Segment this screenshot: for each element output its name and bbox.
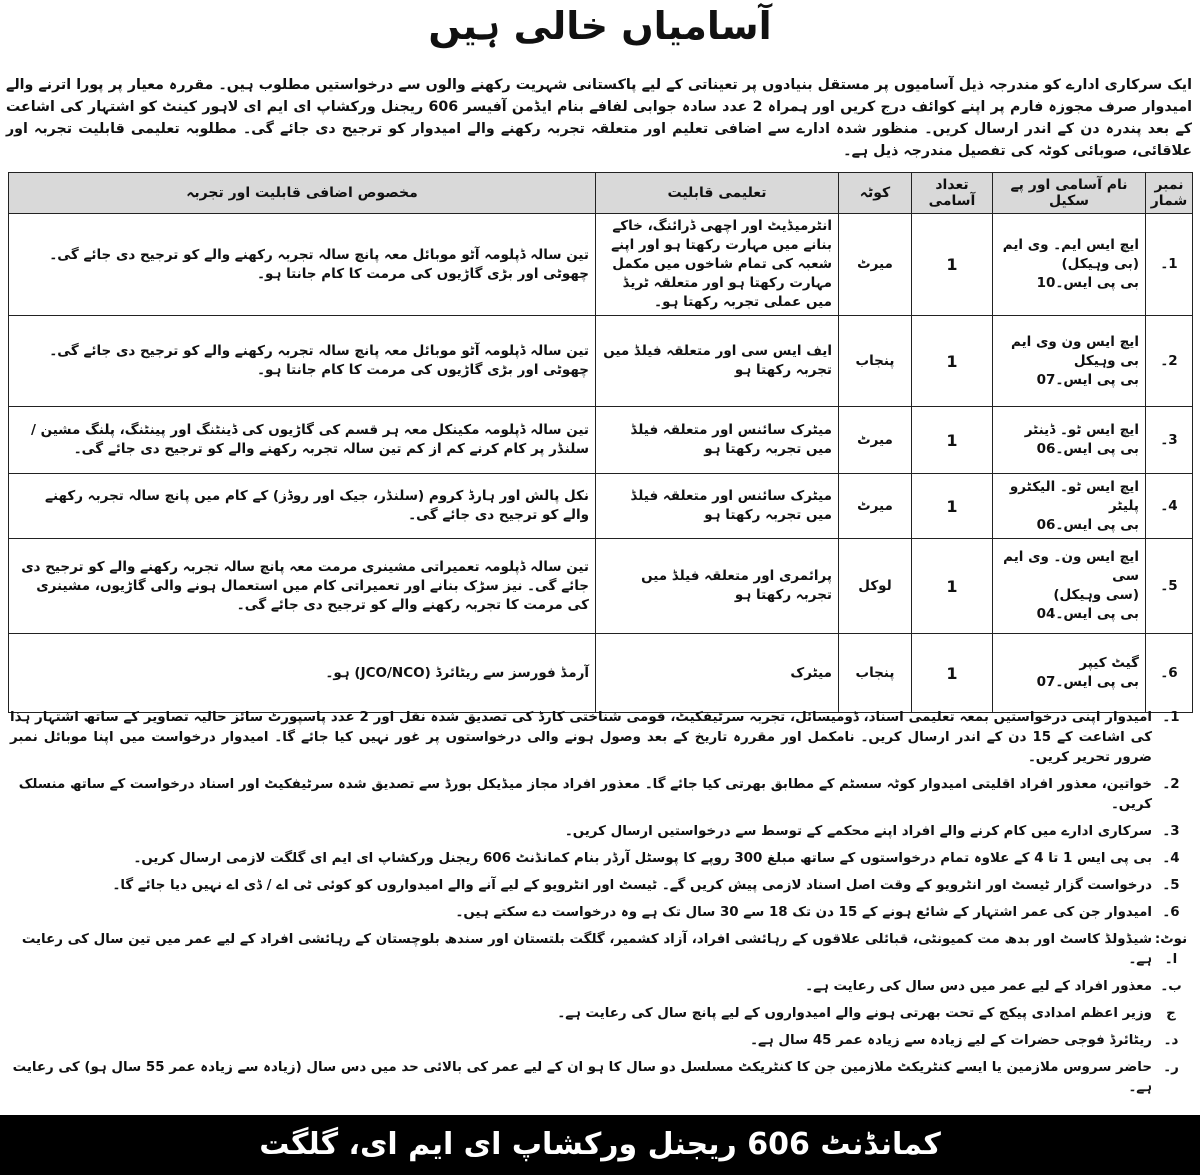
sub-note-label: ج	[1166, 1006, 1176, 1021]
post-name-line: ایچ ایس ایم۔ وی ایم	[1002, 237, 1139, 253]
post-experience: نکل پالش اور ہارڈ کروم (سلنڈر، جیک اور روڈز) کے کام میں پانچ سالہ تجربہ رکھنے والے کو ترجیح دی جائے گی۔	[9, 474, 596, 539]
row-num: 1۔	[1146, 214, 1193, 316]
table-row	[9, 316, 1193, 407]
post-name-line: ایچ ایس ٹو۔ ڈینٹر	[1024, 422, 1139, 438]
post-name-line: (سی وہیکل)	[1053, 587, 1139, 603]
post-name	[993, 214, 1146, 316]
table-row	[9, 474, 1193, 539]
header-name: نام آسامی اور پے سکیل	[993, 173, 1146, 214]
post-education: ایف ایس سی اور متعلقہ فیلڈ میں تجربہ رکھتا ہو	[596, 316, 839, 407]
table-row	[9, 634, 1193, 713]
post-name-line: ایچ ایس ون۔ وی ایم سی	[1003, 549, 1139, 584]
post-name-line: بی پی ایس۔07	[1036, 371, 1139, 388]
item-number: 3۔	[1162, 824, 1180, 839]
item-number: 6۔	[1162, 905, 1180, 920]
post-name	[993, 539, 1146, 634]
item-number: 1۔	[1162, 710, 1180, 725]
list-item	[10, 849, 1190, 869]
vacancies-table	[8, 172, 1193, 713]
sub-note-text: ریٹائرڈ فوجی حضرات کے لیے زیادہ سے زیادہ عمر 45 سال ہے۔	[750, 1033, 1152, 1048]
list-item	[10, 903, 1190, 923]
post-count: 1	[912, 634, 993, 713]
post-quota: پنجاب	[839, 634, 912, 713]
post-count: 1	[912, 539, 993, 634]
post-name-line: (بی وہیکل)	[1061, 256, 1139, 272]
row-num: 2۔	[1146, 316, 1193, 407]
post-name	[993, 407, 1146, 474]
post-count: 1	[912, 214, 993, 316]
item-text: امیدوار اپنی درخواستیں بمعہ تعلیمی اسناد، ڈومیسائل، تجربہ سرٹیفکیٹ، قومی شناختی کارڈ کی تصدیق شدہ نقل اور 2 عدد پاسپورٹ سائز حالیہ تصاویر کے ساتھ اشتہار ہذا کی اشاعت کے 15 دن کے اندر ارسال کریں۔ نامکمل اور مقررہ تاریخ کے بعد وصول ہونے والی درخواستوں پر غور نہیں کیا جائے گا۔ امیدوار درخواست میں اپنا موبائل نمبر ضرور تحریر کریں۔	[10, 710, 1153, 765]
list-item	[10, 775, 1190, 815]
list-item	[10, 1058, 1190, 1098]
row-num: 5۔	[1146, 539, 1193, 634]
post-name-line: بی پی ایس۔06	[1036, 516, 1139, 533]
sub-note-text: حاضر سروس ملازمین یا ایسے کنٹریکٹ ملازمین جن کا کنٹریکٹ مسلسل دو سال کا ہو ان کے لیے عمر کی بالائی حد میں دس سال (زیادہ سے زیادہ عمر 55 سال ہو) کی رعایت ہے۔	[12, 1060, 1152, 1095]
header-count: تعداد آسامی	[912, 173, 993, 214]
item-text: خواتین، معذور افراد اقلیتی امیدوار کوٹہ سسٹم کے مطابق بھرتی کیا جائے گا۔ معذور افراد مجاز میڈیکل بورڈ سے تصدیق شدہ سرٹیفکیٹ اور اسناد درخواست کے ساتھ منسلک کریں۔	[18, 777, 1152, 812]
post-experience: تین سالہ ڈپلومہ مکینکل معہ ہر قسم کی گاڑیوں کی ڈینٹنگ اور پینٹنگ، پلنگ مشین / سلنڈر پر کام کرنے کم از کم تین سالہ تجربہ رکھنے والے کو ترجیح دی جائے گی۔	[9, 407, 596, 474]
item-text: سرکاری ادارے میں کام کرنے والے افراد اپنے محکمے کے توسط سے درخواستیں ارسال کریں۔	[564, 824, 1152, 839]
post-name-line: بی پی ایس۔04	[1036, 606, 1139, 622]
post-quota: لوکل	[839, 539, 912, 634]
item-number: 2۔	[1162, 777, 1180, 792]
post-education: پرائمری اور متعلقہ فیلڈ میں تجربہ رکھتا ہو	[596, 539, 839, 634]
instructions-list	[10, 708, 1190, 1105]
table-header-row	[9, 173, 1193, 214]
row-num: 3۔	[1146, 407, 1193, 474]
sub-note-text: وزیر اعظم امدادی پیکج کے تحت بھرتی ہونے والے امیدواروں کے لیے پانچ سال کی رعایت ہے۔	[557, 1006, 1152, 1021]
post-name-line: ایچ ایس ون وی ایم	[1011, 333, 1139, 350]
item-text: بی پی ایس 1 تا 4 کے علاوہ تمام درخواستوں کے ساتھ مبلغ 300 روپے کا پوسٹل آرڈر بنام کمانڈنٹ 606 ریجنل ورکشاپ ای ایم ای گلگت لازمی ارسال کریں۔	[133, 851, 1152, 866]
post-experience: تین سالہ ڈپلومہ آٹو موبائل معہ پانچ سالہ تجربہ رکھنے والے کو ترجیح دی جائے گی۔ چھوٹی اور بڑی گاڑیوں کی مرمت کا کام جانتا ہو۔	[9, 214, 596, 316]
list-item	[10, 876, 1190, 896]
item-text: درخواست گزار ٹیسٹ اور انٹرویو کے وقت اصل اسناد لازمی پیش کریں گے۔ ٹیسٹ اور انٹرویو کے لیے آنے والے امیدواروں کو کوئی ٹی اے / ڈی اے نہیں دیا جائے گا۔	[112, 878, 1152, 893]
footer-signature: کمانڈنٹ 606 ریجنل ورکشاپ ای ایم ای، گلگت	[0, 1115, 1200, 1175]
sub-note-label: ر۔	[1163, 1060, 1179, 1075]
post-name	[993, 474, 1146, 539]
list-item	[10, 822, 1190, 842]
header-education: تعلیمی قابلیت	[596, 173, 839, 214]
header-quota: کوٹہ	[839, 173, 912, 214]
post-experience: تین سالہ ڈپلومہ آٹو موبائل معہ پانچ سالہ تجربہ رکھنے والے کو ترجیح دی جائے گی۔ چھوٹی اور بڑی گاڑیوں کی مرمت کا کام جانتا ہو۔	[9, 316, 596, 407]
post-education: انٹرمیڈیٹ اور اچھی ڈرائنگ، خاکے بنانے میں مہارت رکھتا ہو اور اپنے شعبہ کی تمام شاخوں میں مکمل مہارت رکھتا ہو اور متعلقہ ٹریڈ میں عملی تجربہ رکھتا ہو۔	[596, 214, 839, 316]
header-experience: مخصوص اضافی قابلیت اور تجربہ	[9, 173, 596, 214]
post-experience: آرمڈ فورسز سے ریٹائرڈ (JCO/NCO) ہو۔	[9, 634, 596, 713]
post-name-line: بی پی ایس۔06	[1036, 441, 1139, 457]
list-item	[10, 1004, 1190, 1024]
post-quota: میرٹ	[839, 407, 912, 474]
list-item	[10, 1031, 1190, 1051]
sub-note-text: شیڈولڈ کاسٹ اور بدھ مت کمیونٹی، قبائلی علاقوں کے رہائشی افراد، آزاد کشمیر، گلگت بلتستان اور سندھ بلوچستان کے رہائشی افراد کے لیے عمر میں تین سال کی رعایت ہے۔	[21, 932, 1152, 967]
table-row	[9, 539, 1193, 634]
post-count: 1	[912, 316, 993, 407]
header-num: نمبر شمار	[1146, 173, 1193, 214]
intro-paragraph: ایک سرکاری ادارے کو مندرجہ ذیل آسامیوں پر مستقل بنیادوں پر تعیناتی کے لیے پاکستانی شہریت رکھنے والوں سے درخواستیں مطلوب ہیں۔ مقررہ معیار پر پورا اترنے والے امیدوار صرف مجوزہ فارم پر اپنے کوائف درج کریں اور ہمراہ 2 عدد سادہ جوابی لفافے بنام ایڈمن آفیسر 606 ریجنل ورکشاپ ای ایم ای لاہور کینٹ کو اشتہار کی اشاعت کے بعد پندرہ دن کے اندر ارسال کریں۔ منظور شدہ ادارے سے اضافی تعلیم اور متعلقہ تجربہ رکھنے والے امیدوار کو ترجیح دی جائے گی۔ مطلوبہ تعلیمی قابلیت تجربہ اور علاقائی، صوبائی کوٹہ کی تفصیل مندرجہ ذیل ہے۔	[6, 77, 1192, 159]
sub-note-label: ب۔	[1160, 979, 1182, 994]
table-row	[9, 407, 1193, 474]
post-name-line: گیٹ کیپر	[1079, 655, 1139, 671]
post-education: میٹرک سائنس اور متعلقہ فیلڈ میں تجربہ رکھتا ہو	[596, 407, 839, 474]
post-experience: تین سالہ ڈپلومہ تعمیراتی مشینری مرمت معہ پانچ سالہ تجربہ رکھنے والے کو ترجیح دی جائے گی۔ نیز سڑک بنانے اور تعمیراتی کام میں استعمال ہونے والی گاڑیوں، مشینری کی مرمت کا تجربہ رکھنے والے کو ترجیح دی جائے گی۔	[9, 539, 596, 634]
post-quota: میرٹ	[839, 474, 912, 539]
post-name	[993, 316, 1146, 407]
list-item	[10, 977, 1190, 997]
list-item	[10, 708, 1190, 768]
post-count: 1	[912, 474, 993, 539]
item-text: امیدوار جن کی عمر اشتہار کے شائع ہونے کے 15 دن تک 18 سے 30 سال تک ہے وہ درخواست دے سکتے ہیں۔	[455, 905, 1152, 920]
item-number: 5۔	[1162, 878, 1180, 893]
row-num: 6۔	[1146, 634, 1193, 713]
table-row	[9, 214, 1193, 316]
sub-note-text: معذور افراد کے لیے عمر میں دس سال کی رعایت ہے۔	[805, 979, 1152, 994]
post-name-line: بی وہیکل	[1073, 352, 1139, 369]
post-quota: میرٹ	[839, 214, 912, 316]
post-name-line: بی پی ایس۔10	[1036, 275, 1139, 291]
post-quota: پنجاب	[839, 316, 912, 407]
item-number: 4۔	[1162, 851, 1180, 866]
post-count: 1	[912, 407, 993, 474]
post-name-line: بی پی ایس۔07	[1036, 674, 1139, 690]
note-heading: نوٹ: ا۔	[1154, 932, 1188, 967]
post-name	[993, 634, 1146, 713]
post-education: میٹرک	[596, 634, 839, 713]
row-num: 4۔	[1146, 474, 1193, 539]
post-education: میٹرک سائنس اور متعلقہ فیلڈ میں تجربہ رکھتا ہو	[596, 474, 839, 539]
page-title: آسامیاں خالی ہیں	[428, 4, 772, 48]
post-name-line: ایچ ایس ٹو۔ الیکٹرو پلیٹر	[1009, 478, 1139, 514]
note-heading-row	[10, 930, 1190, 970]
sub-note-label: د۔	[1163, 1033, 1179, 1048]
